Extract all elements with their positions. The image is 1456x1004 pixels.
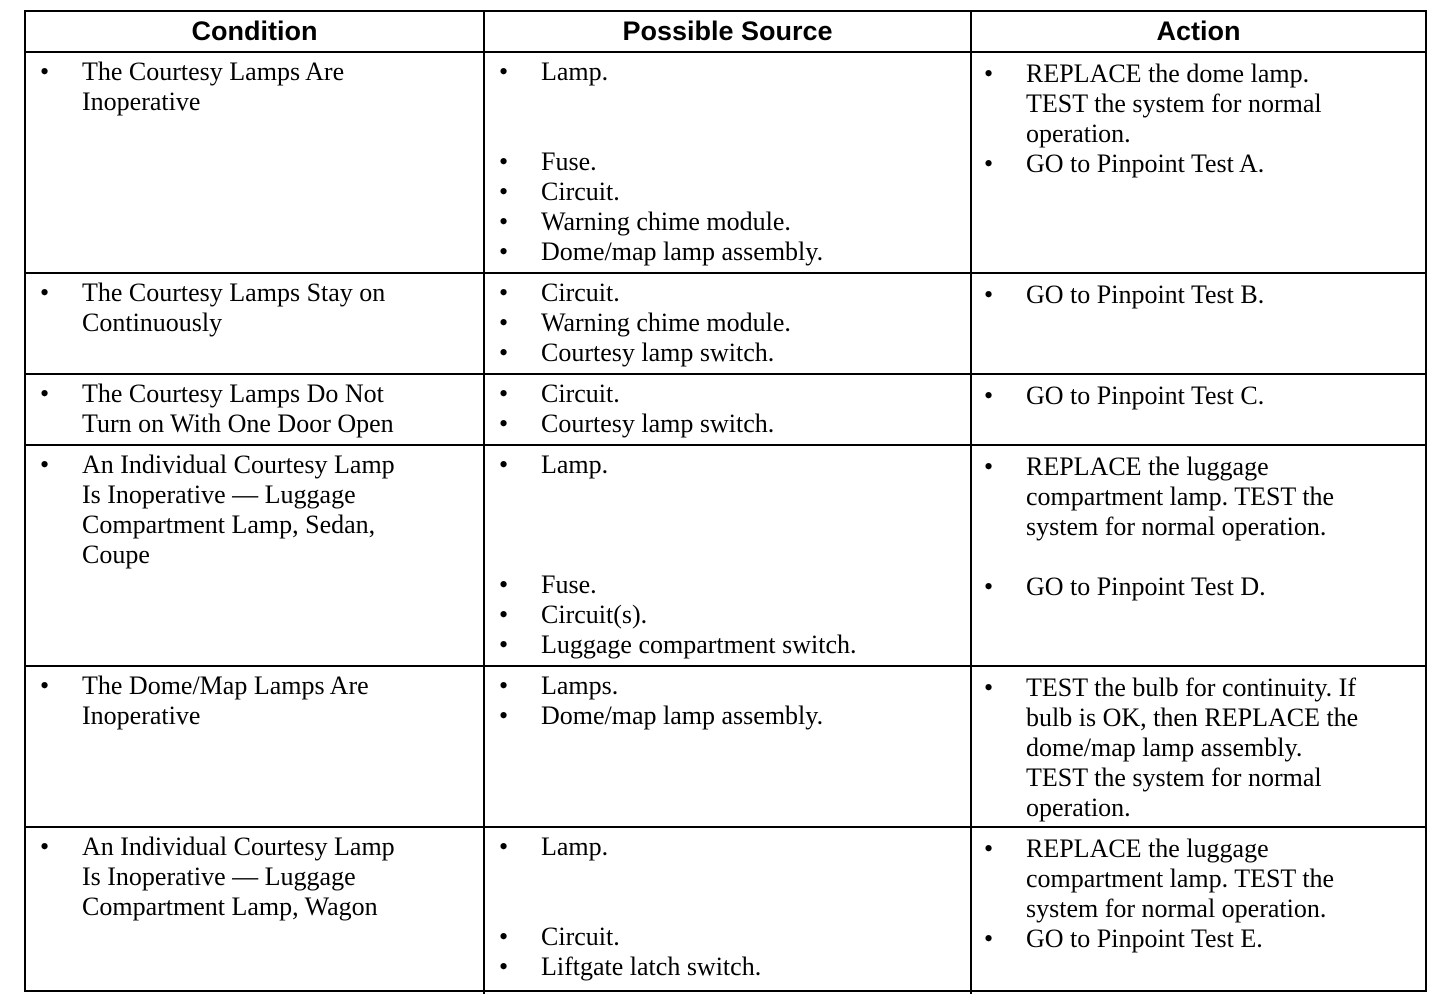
bullet-marker: • [499,147,509,176]
source-item-text: Luggage compartment switch. [541,630,857,659]
header-possible-source: Possible Source [483,12,970,51]
source-item-text: Circuit. [541,379,620,408]
bullet-marker: • [40,379,50,408]
action-item-text: GO to Pinpoint Test A. [1026,149,1265,178]
condition-item [40,450,473,570]
bullet-marker: • [499,177,509,206]
bullet-marker: • [499,278,509,307]
action-item-text: GO to Pinpoint Test C. [1026,381,1265,410]
source-item-text: Circuit. [541,177,620,206]
table-row [26,274,1425,375]
source-item-text: Courtesy lamp switch. [541,409,775,438]
bullet-marker: • [499,600,509,629]
possible-source-cell [483,828,970,994]
action-cell [970,446,1425,665]
bullet-marker: • [984,924,994,953]
source-item [499,237,962,267]
bullet-marker: • [499,409,509,438]
bullet-marker: • [984,673,994,702]
condition-item-text: The Courtesy Lamps Do Not Turn on With One Door Open [82,379,394,438]
action-item-text: GO to Pinpoint Test E. [1026,924,1263,953]
source-item-text: Circuit. [541,278,620,307]
bullet-marker: • [499,952,509,981]
source-item-text: Circuit. [541,922,620,951]
condition-item [40,832,473,922]
source-item-text: Lamp. [541,57,609,86]
table-row [26,446,1425,667]
bullet-marker: • [499,701,509,730]
source-item-text: Fuse. [541,147,597,176]
action-item [984,149,1417,179]
bullet-marker: • [499,57,509,86]
source-item [499,207,962,237]
possible-source-cell [483,446,970,665]
source-item [499,450,962,480]
action-item-text: GO to Pinpoint Test D. [1026,572,1266,601]
action-item-text: GO to Pinpoint Test B. [1026,280,1265,309]
source-item-text: Lamps. [541,671,619,700]
bullet-marker: • [40,671,50,700]
condition-item [40,278,473,338]
source-item-text: Fuse. [541,570,597,599]
bullet-marker: • [40,57,50,86]
source-item-text: Warning chime module. [541,207,791,236]
action-item-text: REPLACE the luggage compartment lamp. TEST the system for normal operation. [1026,834,1335,923]
action-cell [970,828,1425,994]
source-item-text: Warning chime module. [541,308,791,337]
bullet-marker: • [984,149,994,178]
header-action: Action [970,12,1425,51]
condition-item-text: The Courtesy Lamps Stay on Continuously [82,278,386,337]
bullet-marker: • [499,671,509,700]
source-item [499,952,962,982]
table-header-row [26,12,1425,53]
source-item-text: Lamp. [541,450,609,479]
condition-cell [26,667,483,826]
source-item [499,308,962,338]
condition-item-text: The Dome/Map Lamps Are Inoperative [82,671,369,730]
source-item [499,701,962,731]
condition-item-text: The Courtesy Lamps Are Inoperative [82,57,345,116]
condition-cell [26,446,483,665]
possible-source-cell [483,375,970,444]
source-item [499,671,962,701]
action-item [984,673,1417,823]
bullet-marker: • [499,237,509,266]
source-item [499,57,962,87]
bullet-marker: • [499,308,509,337]
action-cell [970,274,1425,373]
source-item [499,177,962,207]
source-item [499,630,962,660]
condition-item [40,57,473,117]
source-item-text: Lamp. [541,832,609,861]
source-item [499,338,962,368]
source-item-text: Courtesy lamp switch. [541,338,775,367]
bullet-marker: • [984,452,994,481]
possible-source-cell [483,53,970,272]
bullet-marker: • [40,450,50,479]
source-item [499,379,962,409]
bullet-marker: • [499,570,509,599]
bullet-marker: • [984,572,994,601]
bullet-marker: • [984,59,994,88]
action-item [984,834,1417,924]
bullet-marker: • [499,379,509,408]
table-row [26,53,1425,274]
source-item-text: Circuit(s). [541,600,648,629]
bullet-marker: • [499,338,509,367]
bullet-marker: • [499,207,509,236]
condition-cell [26,274,483,373]
source-item [499,600,962,630]
action-item-text: REPLACE the dome lamp. TEST the system for normal operation. [1026,59,1322,148]
table-row [26,667,1425,828]
source-item-text: Liftgate latch switch. [541,952,762,981]
condition-cell [26,828,483,994]
action-item [984,280,1417,310]
action-cell [970,53,1425,272]
table-row [26,828,1425,994]
action-item-text: REPLACE the luggage compartment lamp. TEST the system for normal operation. [1026,452,1335,541]
condition-cell [26,53,483,272]
action-item [984,381,1417,411]
action-item [984,924,1417,954]
bullet-marker: • [40,278,50,307]
bullet-marker: • [499,832,509,861]
source-item [499,922,962,952]
bullet-marker: • [984,381,994,410]
diagnosis-table [24,10,1427,992]
source-item-text: Dome/map lamp assembly. [541,237,824,266]
action-item-text: TEST the bulb for continuity. If bulb is OK, then REPLACE the dome/map lamp assembly. TEST the system for normal operation. [1026,673,1359,822]
action-item [984,59,1417,149]
source-item [499,278,962,308]
condition-item [40,671,473,731]
source-item-text: Dome/map lamp assembly. [541,701,824,730]
condition-item [40,379,473,439]
bullet-marker: • [499,630,509,659]
possible-source-cell [483,667,970,826]
bullet-marker: • [499,922,509,951]
table-row [26,375,1425,446]
action-item [984,572,1417,602]
condition-cell [26,375,483,444]
source-item [499,147,962,177]
bullet-marker: • [984,834,994,863]
bullet-marker: • [40,832,50,861]
possible-source-cell [483,274,970,373]
bullet-marker: • [499,450,509,479]
source-item [499,832,962,862]
condition-item-text: An Individual Courtesy Lamp Is Inoperative — Luggage Compartment Lamp, Wagon [82,832,395,921]
action-item [984,452,1417,542]
source-item [499,409,962,439]
source-item [499,570,962,600]
action-cell [970,667,1425,826]
condition-item-text: An Individual Courtesy Lamp Is Inoperative — Luggage Compartment Lamp, Sedan, Coupe [82,450,395,569]
bullet-marker: • [984,280,994,309]
action-cell [970,375,1425,444]
header-condition: Condition [191,16,318,46]
